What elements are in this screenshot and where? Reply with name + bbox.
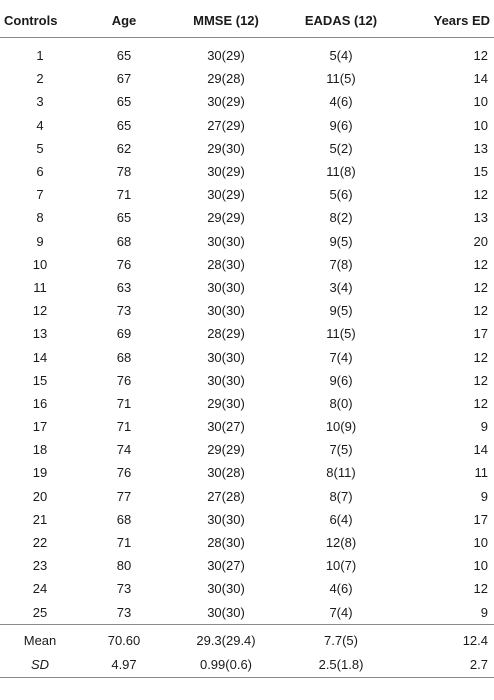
cell-controls: 22 (32, 535, 48, 551)
cell-eadas: 8(0) (329, 395, 353, 411)
cell-age: 78 (116, 164, 132, 180)
sd-mmse: 0.99(0.6) (168, 653, 284, 678)
cell-mmse: 30(27) (207, 558, 245, 574)
table-row (0, 137, 494, 160)
cell-controls: 8 (36, 210, 44, 226)
table-row (0, 554, 494, 577)
cell-mmse: 30(30) (207, 511, 245, 527)
cell-controls: 13 (32, 326, 48, 342)
table-summary (0, 624, 494, 677)
cell-years-ed: 12 (473, 349, 488, 365)
table-row (0, 601, 494, 625)
cell-years-ed: 12 (473, 279, 488, 295)
cell-eadas: 9(5) (329, 303, 353, 319)
table-row (0, 485, 494, 508)
cell-mmse: 29(30) (207, 395, 245, 411)
cell-mmse: 30(30) (207, 372, 245, 388)
mean-age: 70.60 (80, 624, 168, 653)
cell-eadas: 11(8) (326, 164, 356, 180)
cell-eadas: 7(4) (329, 604, 353, 620)
cell-controls: 23 (32, 558, 48, 574)
cell-controls: 5 (36, 140, 44, 156)
cell-eadas: 11(5) (326, 326, 356, 342)
cell-controls: 16 (32, 395, 48, 411)
cell-age: 76 (116, 256, 132, 272)
table-row (0, 369, 494, 392)
cell-years-ed: 10 (473, 117, 488, 133)
column-header-age: Age (80, 4, 168, 38)
cell-age: 62 (116, 140, 132, 156)
table-row (0, 345, 494, 368)
cell-eadas: 8(2) (329, 210, 353, 226)
cell-controls: 20 (32, 488, 48, 504)
cell-controls: 11 (33, 279, 47, 295)
cell-years-ed: 9 (480, 419, 488, 435)
cell-eadas: 11(5) (326, 71, 356, 87)
cell-controls: 18 (32, 442, 48, 458)
cell-age: 69 (116, 326, 132, 342)
controls-data-table (0, 4, 494, 678)
cell-controls: 24 (32, 581, 48, 597)
cell-years-ed: 10 (473, 94, 488, 110)
column-header-eadas: EADAS (12) (284, 4, 398, 38)
column-header-years-ed: Years ED (398, 4, 494, 38)
cell-mmse: 28(29) (207, 326, 245, 342)
cell-mmse: 27(29) (207, 117, 245, 133)
cell-age: 65 (116, 48, 132, 64)
cell-eadas: 12(8) (325, 535, 357, 551)
sd-label: SD (0, 653, 80, 678)
cell-eadas: 5(4) (329, 48, 353, 64)
table-row (0, 253, 494, 276)
cell-controls: 10 (32, 256, 48, 272)
cell-controls: 2 (36, 71, 44, 87)
cell-years-ed: 13 (473, 210, 488, 226)
cell-years-ed: 12 (473, 372, 488, 388)
cell-controls: 6 (36, 164, 44, 180)
cell-years-ed: 12 (473, 256, 488, 272)
cell-mmse: 30(29) (207, 187, 245, 203)
cell-mmse: 27(28) (207, 488, 245, 504)
cell-age: 73 (116, 581, 132, 597)
cell-controls: 1 (36, 48, 44, 64)
cell-mmse: 30(30) (207, 349, 245, 365)
cell-age: 63 (116, 279, 132, 295)
cell-controls: 12 (32, 303, 48, 319)
cell-mmse: 28(30) (207, 256, 245, 272)
cell-age: 68 (116, 511, 132, 527)
cell-mmse: 30(29) (207, 94, 245, 110)
cell-age: 77 (116, 488, 132, 504)
cell-years-ed: 13 (473, 140, 488, 156)
cell-age: 76 (116, 465, 132, 481)
sd-row (0, 653, 494, 678)
cell-mmse: 30(30) (207, 279, 245, 295)
cell-years-ed: 17 (473, 326, 488, 342)
sd-years-ed: 2.7 (398, 653, 494, 678)
cell-years-ed: 20 (473, 233, 488, 249)
cell-eadas: 10(9) (325, 419, 357, 435)
table-row (0, 392, 494, 415)
cell-age: 73 (116, 604, 132, 620)
table-row (0, 38, 494, 68)
cell-mmse: 30(29) (207, 48, 245, 64)
cell-age: 76 (116, 372, 132, 388)
table-row (0, 461, 494, 484)
cell-eadas: 7(5) (329, 442, 353, 458)
cell-eadas: 9(6) (329, 117, 353, 133)
cell-age: 71 (116, 395, 132, 411)
cell-years-ed: 15 (473, 164, 488, 180)
cell-years-ed: 17 (473, 511, 488, 527)
cell-controls: 3 (36, 94, 44, 110)
table-row (0, 160, 494, 183)
cell-eadas: 3(4) (329, 279, 353, 295)
table-row (0, 67, 494, 90)
cell-eadas: 7(4) (329, 349, 353, 365)
cell-years-ed: 12 (473, 48, 488, 64)
cell-age: 65 (116, 94, 132, 110)
cell-age: 80 (116, 558, 132, 574)
cell-age: 71 (116, 187, 132, 203)
cell-mmse: 28(30) (207, 535, 245, 551)
cell-mmse: 30(27) (207, 419, 245, 435)
cell-age: 65 (116, 117, 132, 133)
cell-age: 65 (116, 210, 132, 226)
cell-age: 68 (116, 233, 132, 249)
cell-controls: 7 (36, 187, 44, 203)
cell-age: 71 (116, 419, 132, 435)
cell-eadas: 8(11) (326, 465, 356, 481)
cell-years-ed: 14 (473, 71, 488, 87)
table-row (0, 438, 494, 461)
mean-mmse: 29.3(29.4) (168, 624, 284, 653)
cell-years-ed: 14 (473, 442, 488, 458)
table-row (0, 206, 494, 229)
column-header-mmse: MMSE (12) (168, 4, 284, 38)
cell-mmse: 29(30) (207, 140, 245, 156)
sd-eadas: 2.5(1.8) (284, 653, 398, 678)
cell-eadas: 4(6) (329, 581, 353, 597)
cell-years-ed: 12 (473, 303, 488, 319)
table-row (0, 276, 494, 299)
cell-years-ed: 9 (480, 488, 488, 504)
cell-eadas: 10(7) (325, 558, 357, 574)
cell-mmse: 29(29) (207, 210, 245, 226)
mean-years-ed: 12.4 (398, 624, 494, 653)
table-row (0, 299, 494, 322)
table-row (0, 415, 494, 438)
table-header (0, 4, 494, 38)
header-row (0, 4, 494, 38)
table-row (0, 114, 494, 137)
cell-controls: 21 (32, 511, 48, 527)
cell-mmse: 30(30) (207, 303, 245, 319)
cell-mmse: 30(30) (207, 581, 245, 597)
cell-mmse: 29(28) (207, 71, 245, 87)
cell-years-ed: 9 (480, 604, 488, 620)
cell-eadas: 7(8) (329, 256, 353, 272)
table-row (0, 230, 494, 253)
cell-eadas: 8(7) (329, 488, 353, 504)
mean-eadas: 7.7(5) (284, 624, 398, 653)
table-row (0, 577, 494, 600)
cell-controls: 14 (32, 349, 48, 365)
cell-controls: 4 (36, 117, 44, 133)
table-row (0, 322, 494, 345)
mean-row (0, 624, 494, 653)
table-row (0, 531, 494, 554)
cell-mmse: 30(30) (207, 604, 245, 620)
cell-mmse: 30(28) (207, 465, 245, 481)
cell-years-ed: 10 (473, 558, 488, 574)
table-row (0, 183, 494, 206)
cell-eadas: 5(2) (329, 140, 353, 156)
table-row (0, 90, 494, 113)
cell-eadas: 5(6) (329, 187, 353, 203)
cell-mmse: 30(30) (207, 233, 245, 249)
cell-eadas: 6(4) (329, 511, 353, 527)
mean-label: Mean (0, 624, 80, 653)
table-row (0, 508, 494, 531)
cell-controls: 17 (32, 419, 48, 435)
cell-mmse: 30(29) (207, 164, 245, 180)
cell-age: 68 (116, 349, 132, 365)
cell-controls: 25 (32, 604, 48, 620)
cell-age: 74 (116, 442, 132, 458)
sd-age: 4.97 (80, 653, 168, 678)
cell-age: 67 (116, 71, 132, 87)
cell-eadas: 9(6) (329, 372, 353, 388)
cell-controls: 15 (32, 372, 48, 388)
cell-controls: 19 (32, 465, 48, 481)
cell-mmse: 29(29) (207, 442, 245, 458)
cell-age: 71 (116, 535, 132, 551)
column-header-controls: Controls (0, 4, 80, 38)
cell-years-ed: 12 (473, 395, 488, 411)
cell-eadas: 9(5) (329, 233, 353, 249)
cell-years-ed: 12 (473, 187, 488, 203)
table-body (0, 38, 494, 625)
cell-eadas: 4(6) (329, 94, 353, 110)
cell-age: 73 (116, 303, 132, 319)
cell-years-ed: 10 (473, 535, 488, 551)
cell-years-ed: 12 (473, 581, 488, 597)
cell-years-ed: 11 (474, 465, 488, 481)
cell-controls: 9 (36, 233, 44, 249)
